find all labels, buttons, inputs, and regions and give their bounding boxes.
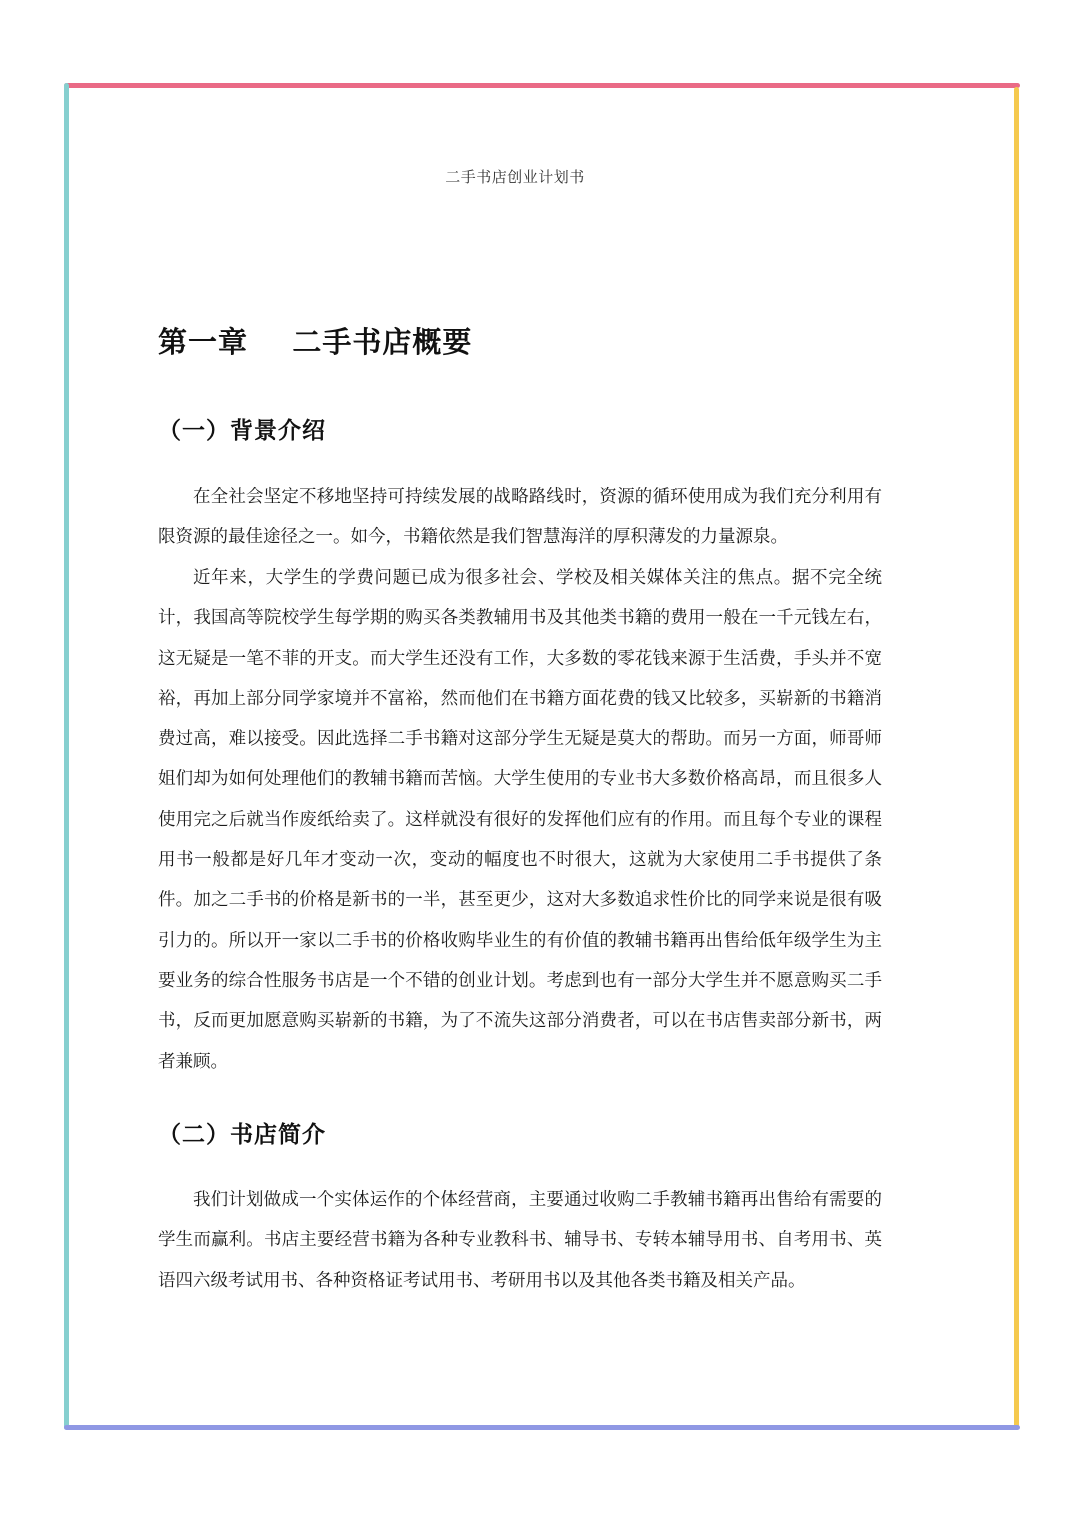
frame-bottom-border — [64, 1425, 1020, 1430]
frame-left-border — [64, 83, 69, 1430]
section-title-background: （一）背景介绍 — [158, 418, 326, 444]
running-header: 二手书店创业计划书 — [445, 168, 585, 186]
body-paragraph: 近年来，大学生的学费问题已成为很多社会、学校及相关媒体关注的焦点。据不完全统计，我国高等院校学生每学期的购买各类教辅用书及其他类书籍的费用一般在一千元钱左右，这无疑是一笔不菲的开支。而大学生还没有工作，大多数的零花钱来源于生活费，手头并不宽裕，再加上部分同学家境并不富裕，然而他们在书籍方面花费的钱又比较多，买崭新的书籍消费过高，难以接受。因此选择二手书籍对这部分学生无疑是莫大的帮助。而另一方面，师哥师姐们却为如何处理他们的教辅书籍而苦恼。大学生使用的专业书大多数价格高昂，而且很多人使用完之后就当作废纸给卖了。这样就没有很好的发挥他们应有的作用。而且每个专业的课程用书一般都是好几年才变动一次，变动的幅度也不时很大，这就为大家使用二手书提供了条件。加之二手书的价格是新书的一半，甚至更少，这对大多数追求性价比的同学来说是很有吸引力的。所以开一家以二手书的价格收购毕业生的有价值的教辅书籍再出售给低年级学生为主要业务的综合性服务书店是一个不错的创业计划。考虑到也有一部分大学生并不愿意购买二手书，反而更加愿意购买崭新的书籍，为了不流失这部分消费者，可以在书店售卖部分新书，两者兼顾。 — [158, 568, 882, 1072]
body-paragraph: 在全社会坚定不移地坚持可持续发展的战略路线时，资源的循环使用成为我们充分利用有限资源的最佳途径之一。如今，书籍依然是我们智慧海洋的厚积薄发的力量源泉。 — [158, 487, 882, 548]
frame-right-border — [1014, 87, 1019, 1430]
frame-top-border — [64, 83, 1020, 88]
chapter-title: 第一章 二手书店概要 — [158, 325, 473, 359]
body-paragraph: 我们计划做成一个实体运作的个体经营商，主要通过收购二手教辅书籍再出售给有需要的学生而赢利。书店主要经营书籍为各种专业教科书、辅导书、专转本辅导用书、自考用书、英语四六级考试用书、各种资格证考试用书、考研用书以及其他各类书籍及相关产品。 — [158, 1190, 882, 1291]
section-title-store-intro: （二）书店简介 — [158, 1122, 326, 1148]
